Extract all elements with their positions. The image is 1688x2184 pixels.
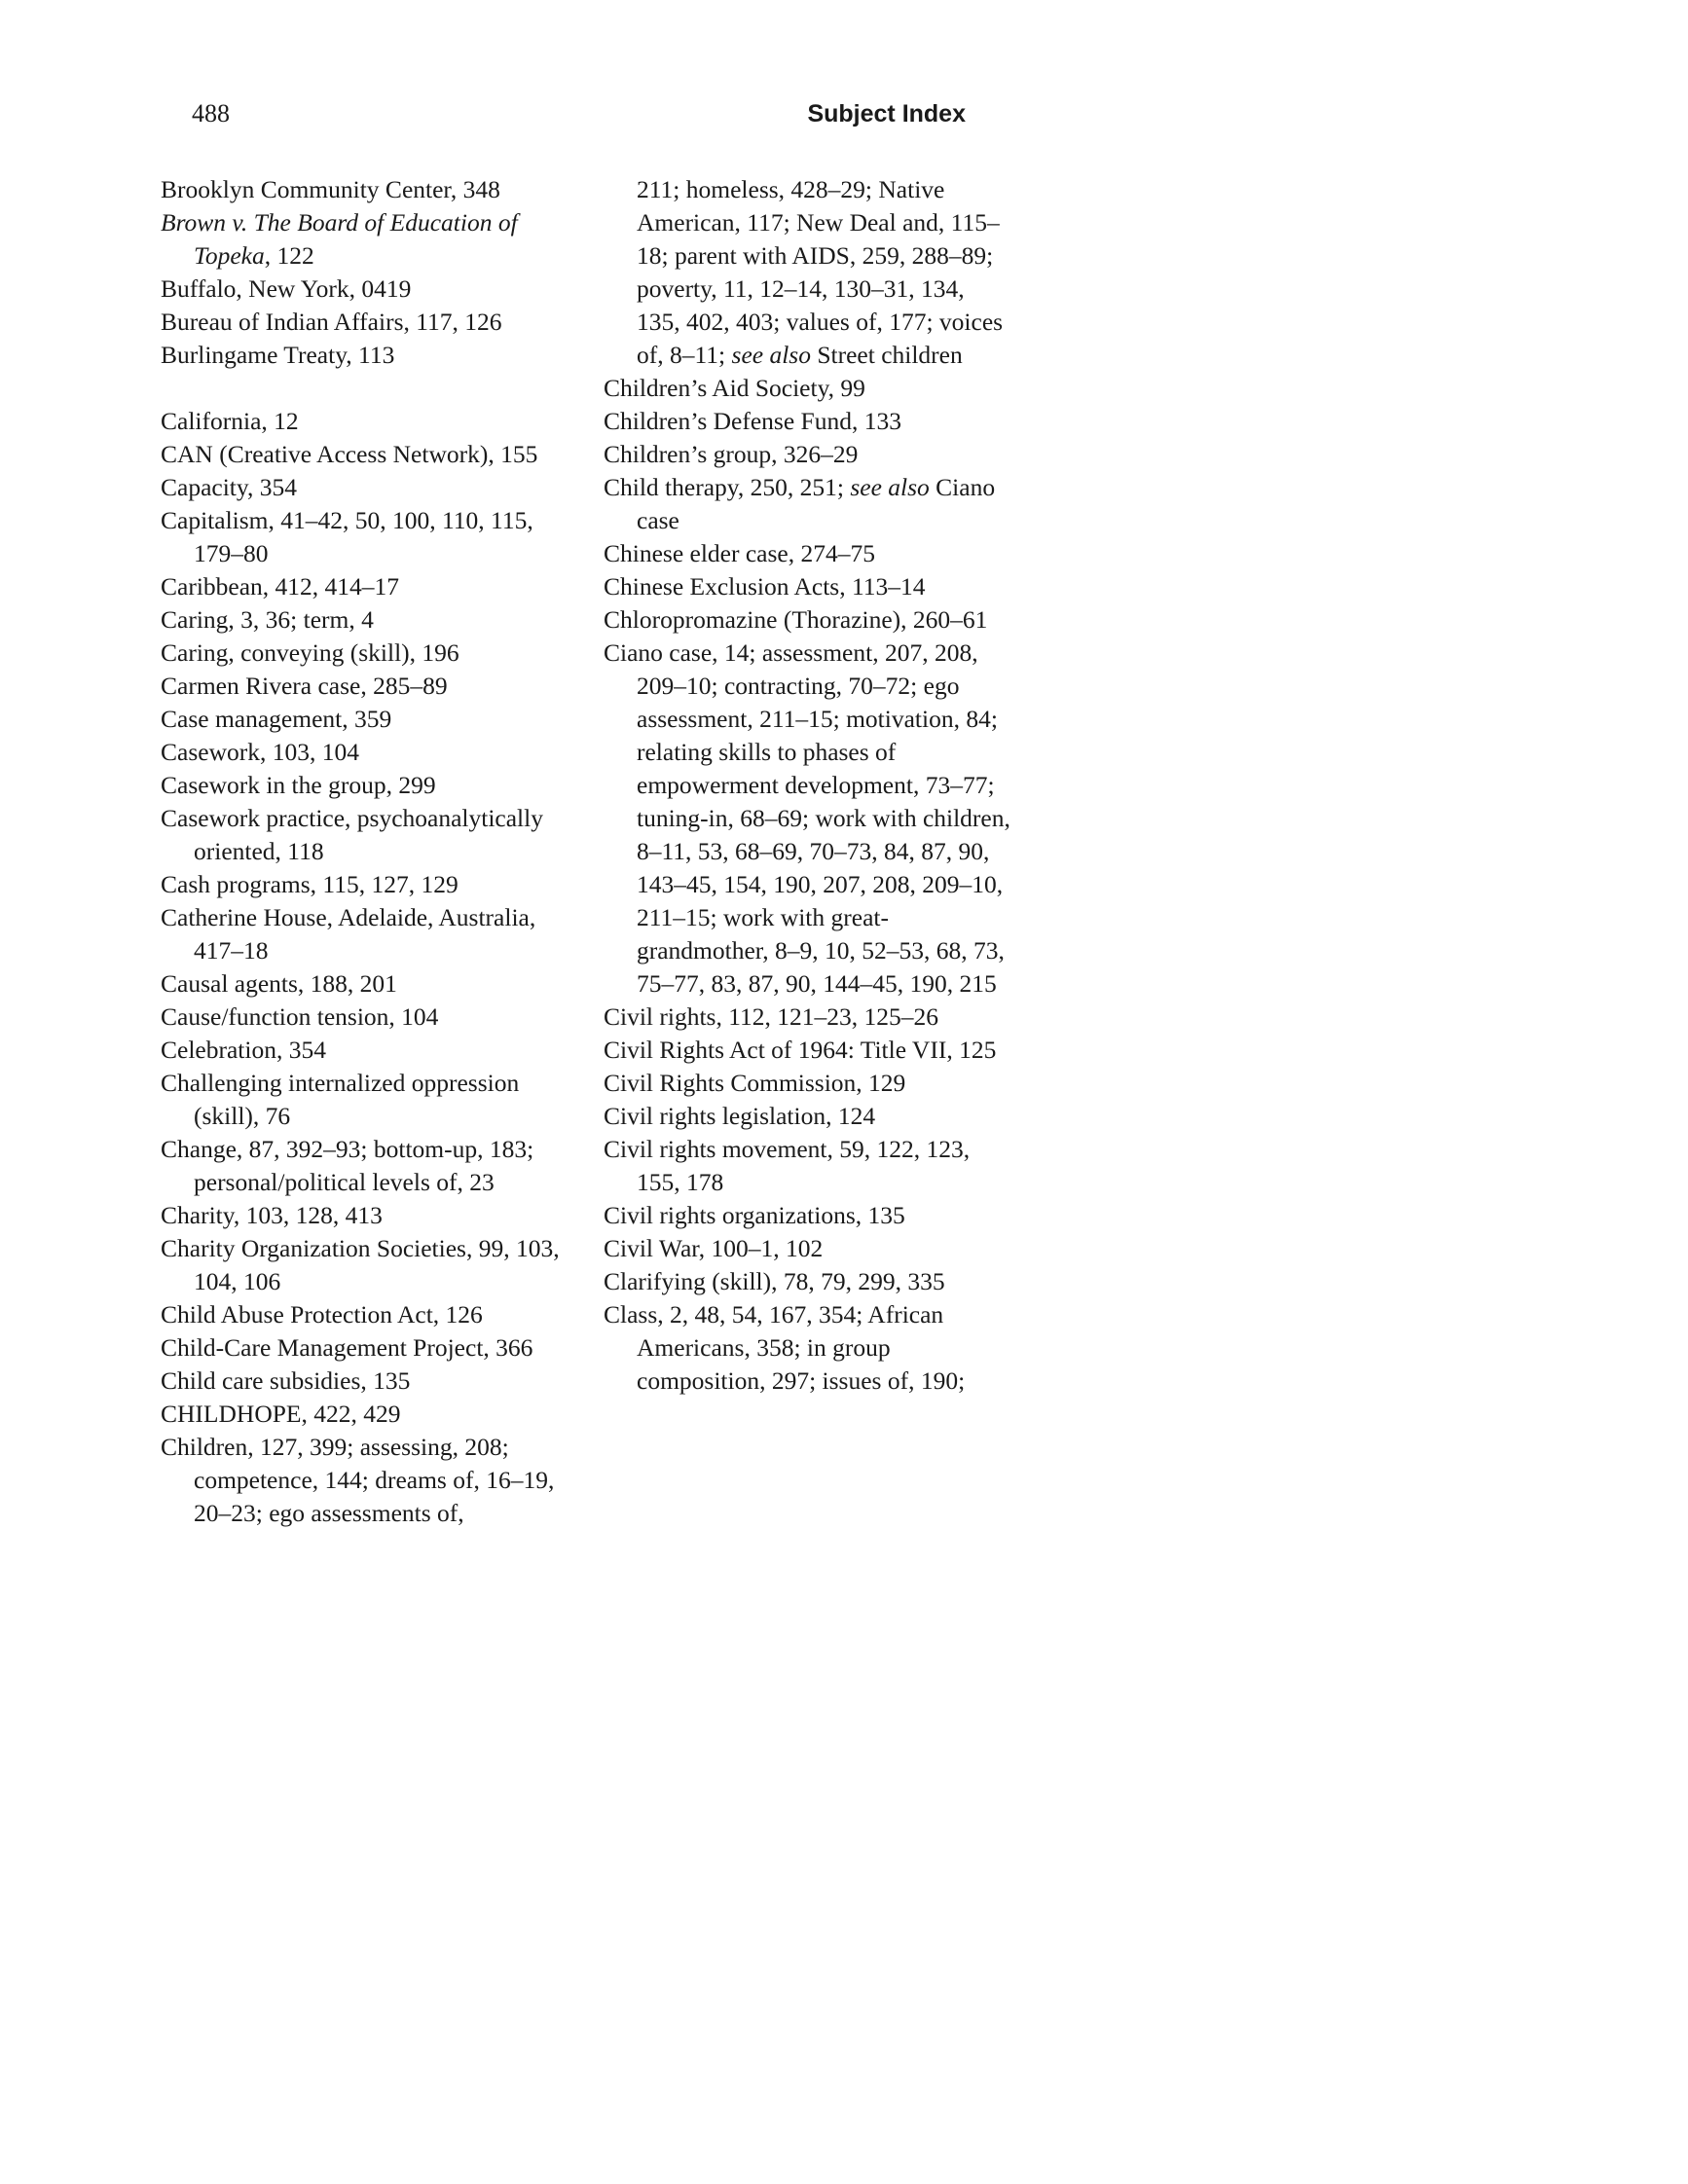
index-entry: Burlingame Treaty, 113	[161, 341, 395, 369]
index-entry	[604, 471, 1012, 537]
see-also-reference: see also	[731, 341, 811, 369]
index-entry: CAN (Creative Access Network), 155	[161, 440, 538, 468]
index-column-left	[161, 173, 579, 1530]
index-entry: Brooklyn Community Center, 348	[161, 175, 500, 203]
index-entry: Children, 127, 399; assessing, 208; competence, 144; dreams of, 16–19, 20–23; ego assessments of,	[161, 1433, 555, 1527]
index-entry: Change, 87, 392–93; bottom-up, 183; personal/political levels of, 23	[161, 1135, 534, 1196]
see-also-reference: see also	[850, 473, 930, 501]
index-entry-italic: Brown v. The Board of Education of Topeka	[161, 208, 518, 270]
index-entry: Chloropromazine (Thorazine), 260–61	[604, 605, 988, 634]
index-entry: Causal agents, 188, 201	[161, 969, 397, 998]
index-entry-text: Ciano case	[637, 473, 996, 534]
index-entry: Civil Rights Commission, 129	[604, 1069, 906, 1097]
index-entry: Caring, 3, 36; term, 4	[161, 605, 374, 634]
index-entry: Case management, 359	[161, 705, 392, 733]
index-entry: Challenging internalized oppression (skill), 76	[161, 1069, 520, 1130]
index-entry: Child Abuse Protection Act, 126	[161, 1300, 483, 1329]
index-entry-text: Street children	[810, 341, 963, 369]
index-entry-continued	[604, 173, 1012, 372]
index-entry: Child care subsidies, 135	[161, 1366, 411, 1395]
index-entry: California, 12	[161, 407, 299, 435]
index-entry: Celebration, 354	[161, 1036, 326, 1064]
index-entry: Caring, conveying (skill), 196	[161, 638, 459, 667]
index-entry: Civil rights organizations, 135	[604, 1201, 905, 1229]
index-entry: Charity Organization Societies, 99, 103, 104, 106	[161, 1234, 560, 1295]
index-entry: Child-Care Management Project, 366	[161, 1333, 533, 1362]
index-entry: Capitalism, 41–42, 50, 100, 110, 115, 179–80	[161, 506, 533, 567]
running-title: Subject Index	[807, 100, 966, 127]
index-entry: Civil War, 100–1, 102	[604, 1234, 824, 1262]
index-entry: Casework practice, psychoanalytically oriented, 118	[161, 804, 543, 865]
index-entry: Casework, 103, 104	[161, 738, 359, 766]
index-entry: Civil Rights Act of 1964: Title VII, 125	[604, 1036, 997, 1064]
index-entry: Chinese elder case, 274–75	[604, 539, 875, 567]
index-entry: Civil rights movement, 59, 122, 123, 155, 178	[604, 1135, 971, 1196]
index-entry: Carmen Rivera case, 285–89	[161, 672, 448, 700]
index-entry: Caribbean, 412, 414–17	[161, 572, 400, 601]
index-entry-text: Child therapy, 250, 251;	[604, 473, 851, 501]
index-entry: Capacity, 354	[161, 473, 297, 501]
index-entry	[161, 206, 579, 273]
index-entry: Catherine House, Adelaide, Australia, 417–18	[161, 903, 536, 965]
index-entry: Clarifying (skill), 78, 79, 299, 335	[604, 1267, 945, 1295]
index-column-right	[604, 173, 1012, 1398]
index-entry: Cause/function tension, 104	[161, 1002, 439, 1031]
index-entry: Buffalo, New York, 0419	[161, 274, 412, 303]
page-number: 488	[192, 99, 230, 127]
index-entry: Charity, 103, 128, 413	[161, 1201, 383, 1229]
index-entry: Chinese Exclusion Acts, 113–14	[604, 572, 926, 601]
index-entry: Class, 2, 48, 54, 167, 354; African Americans, 358; in group composition, 297; issues of, 190;	[604, 1300, 966, 1395]
index-entry-text: 211; homeless, 428–29; Native American, 117; New Deal and, 115–18; parent with AIDS, 259, 288–89; poverty, 11, 12–14, 130–31, 134, 135, 402, 403; values of, 177; voices of, 8–11;	[637, 175, 1004, 369]
index-entry: Cash programs, 115, 127, 129	[161, 870, 459, 898]
index-entry: Bureau of Indian Affairs, 117, 126	[161, 308, 502, 336]
index-entry-text: , 122	[264, 241, 314, 270]
index-entry: Casework in the group, 299	[161, 771, 436, 799]
index-entry: Ciano case, 14; assessment, 207, 208, 209–10; contracting, 70–72; ego assessment, 211–15; motivation, 84; relating skills to phases of empowerment development, 73–77; tuning-in, 68–69; work with children, 8–11, 53, 68–69, 70–73, 84, 87, 90, 143–45, 154, 190, 207, 208, 209–10, 211–15; work with great-grandmother, 8–9, 10, 52–53, 68, 73, 75–77, 83, 87, 90, 144–45, 190, 215	[604, 638, 1010, 998]
index-entry: CHILDHOPE, 422, 429	[161, 1400, 401, 1428]
index-entry: Civil rights legislation, 124	[604, 1102, 876, 1130]
index-entry: Civil rights, 112, 121–23, 125–26	[604, 1002, 939, 1031]
index-entry: Children’s group, 326–29	[604, 440, 859, 468]
index-entry: Children’s Aid Society, 99	[604, 374, 865, 402]
index-entry: Children’s Defense Fund, 133	[604, 407, 901, 435]
